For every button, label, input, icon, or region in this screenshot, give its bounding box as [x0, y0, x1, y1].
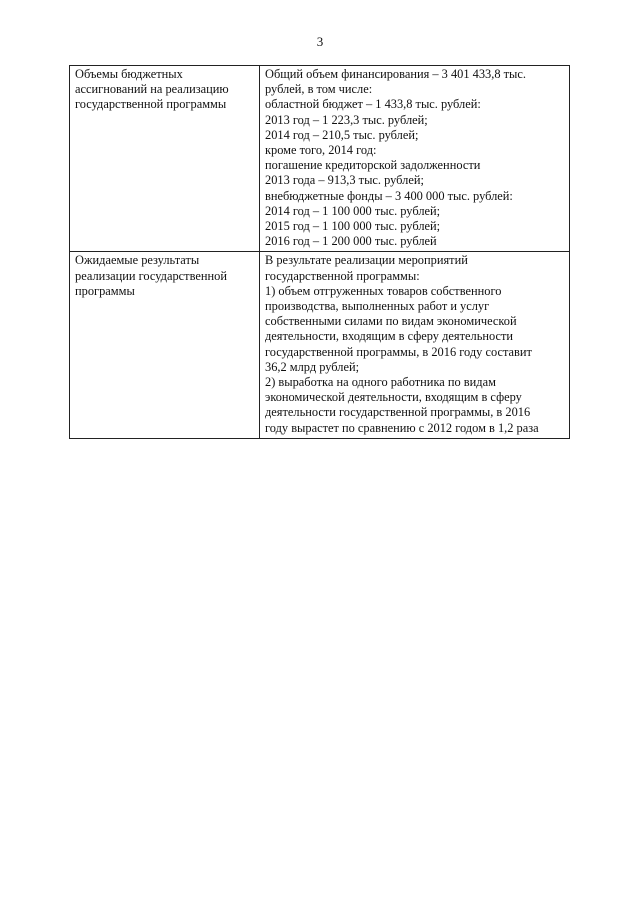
label-line: государственной программы [75, 97, 227, 112]
row-content-results [260, 252, 570, 438]
content-line: погашение кредиторской задолженности [265, 158, 481, 173]
content-line: 2013 год – 1 223,3 тыс. рублей; [265, 112, 428, 127]
content-line: 36,2 млрд рублей; [265, 359, 360, 374]
content-line: государственной программы: [265, 268, 420, 283]
table-row [70, 252, 570, 438]
content-line: 2013 года – 913,3 тыс. рублей; [265, 173, 424, 188]
content-line: В результате реализации мероприятий [265, 253, 468, 268]
content-line: 2) выработка на одного работника по видам [265, 375, 496, 390]
content-line: деятельности, входящим в сферу деятельности [265, 329, 514, 344]
content-line: государственной программы, в 2016 году составит [265, 344, 532, 359]
content-line: деятельности государственной программы, в 2016 [265, 405, 531, 420]
page-number: 3 [316, 34, 324, 49]
label-line: Ожидаемые результаты [75, 253, 200, 268]
row-content-budget [260, 66, 570, 252]
label-line: ассигнований на реализацию [75, 82, 229, 97]
content-line: собственными силами по видам экономической [265, 314, 517, 329]
content-line: кроме того, 2014 год: [265, 143, 377, 158]
content-line: 2014 год – 1 100 000 тыс. рублей; [265, 203, 441, 218]
content-line: внебюджетные фонды – 3 400 000 тыс. рублей: [265, 188, 513, 203]
table-row [70, 66, 570, 252]
content-line: году вырастет по сравнению с 2012 годом в 1,2 раза [265, 420, 539, 435]
label-line: Объемы бюджетных [75, 67, 183, 81]
content-line: 2015 год – 1 100 000 тыс. рублей; [265, 219, 441, 234]
row-label-budget [70, 66, 260, 252]
label-line: реализации государственной [75, 268, 227, 283]
content-line: 2016 год – 1 200 000 тыс. рублей [265, 234, 437, 249]
label-line: программы [75, 283, 135, 298]
content-line: 1) объем отгруженных товаров собственного [265, 283, 502, 298]
content-line: рублей, в том числе: [265, 82, 373, 97]
content-line: экономической деятельности, входящим в сферу [265, 390, 522, 405]
row-label-results [70, 252, 260, 438]
program-passport-table [69, 65, 570, 439]
content-line: областной бюджет – 1 433,8 тыс. рублей: [265, 97, 481, 112]
content-line: производства, выполненных работ и услуг [265, 299, 490, 314]
content-line: 2014 год – 210,5 тыс. рублей; [265, 127, 419, 142]
content-line: Общий объем финансирования – 3 401 433,8 тыс. [265, 67, 526, 81]
